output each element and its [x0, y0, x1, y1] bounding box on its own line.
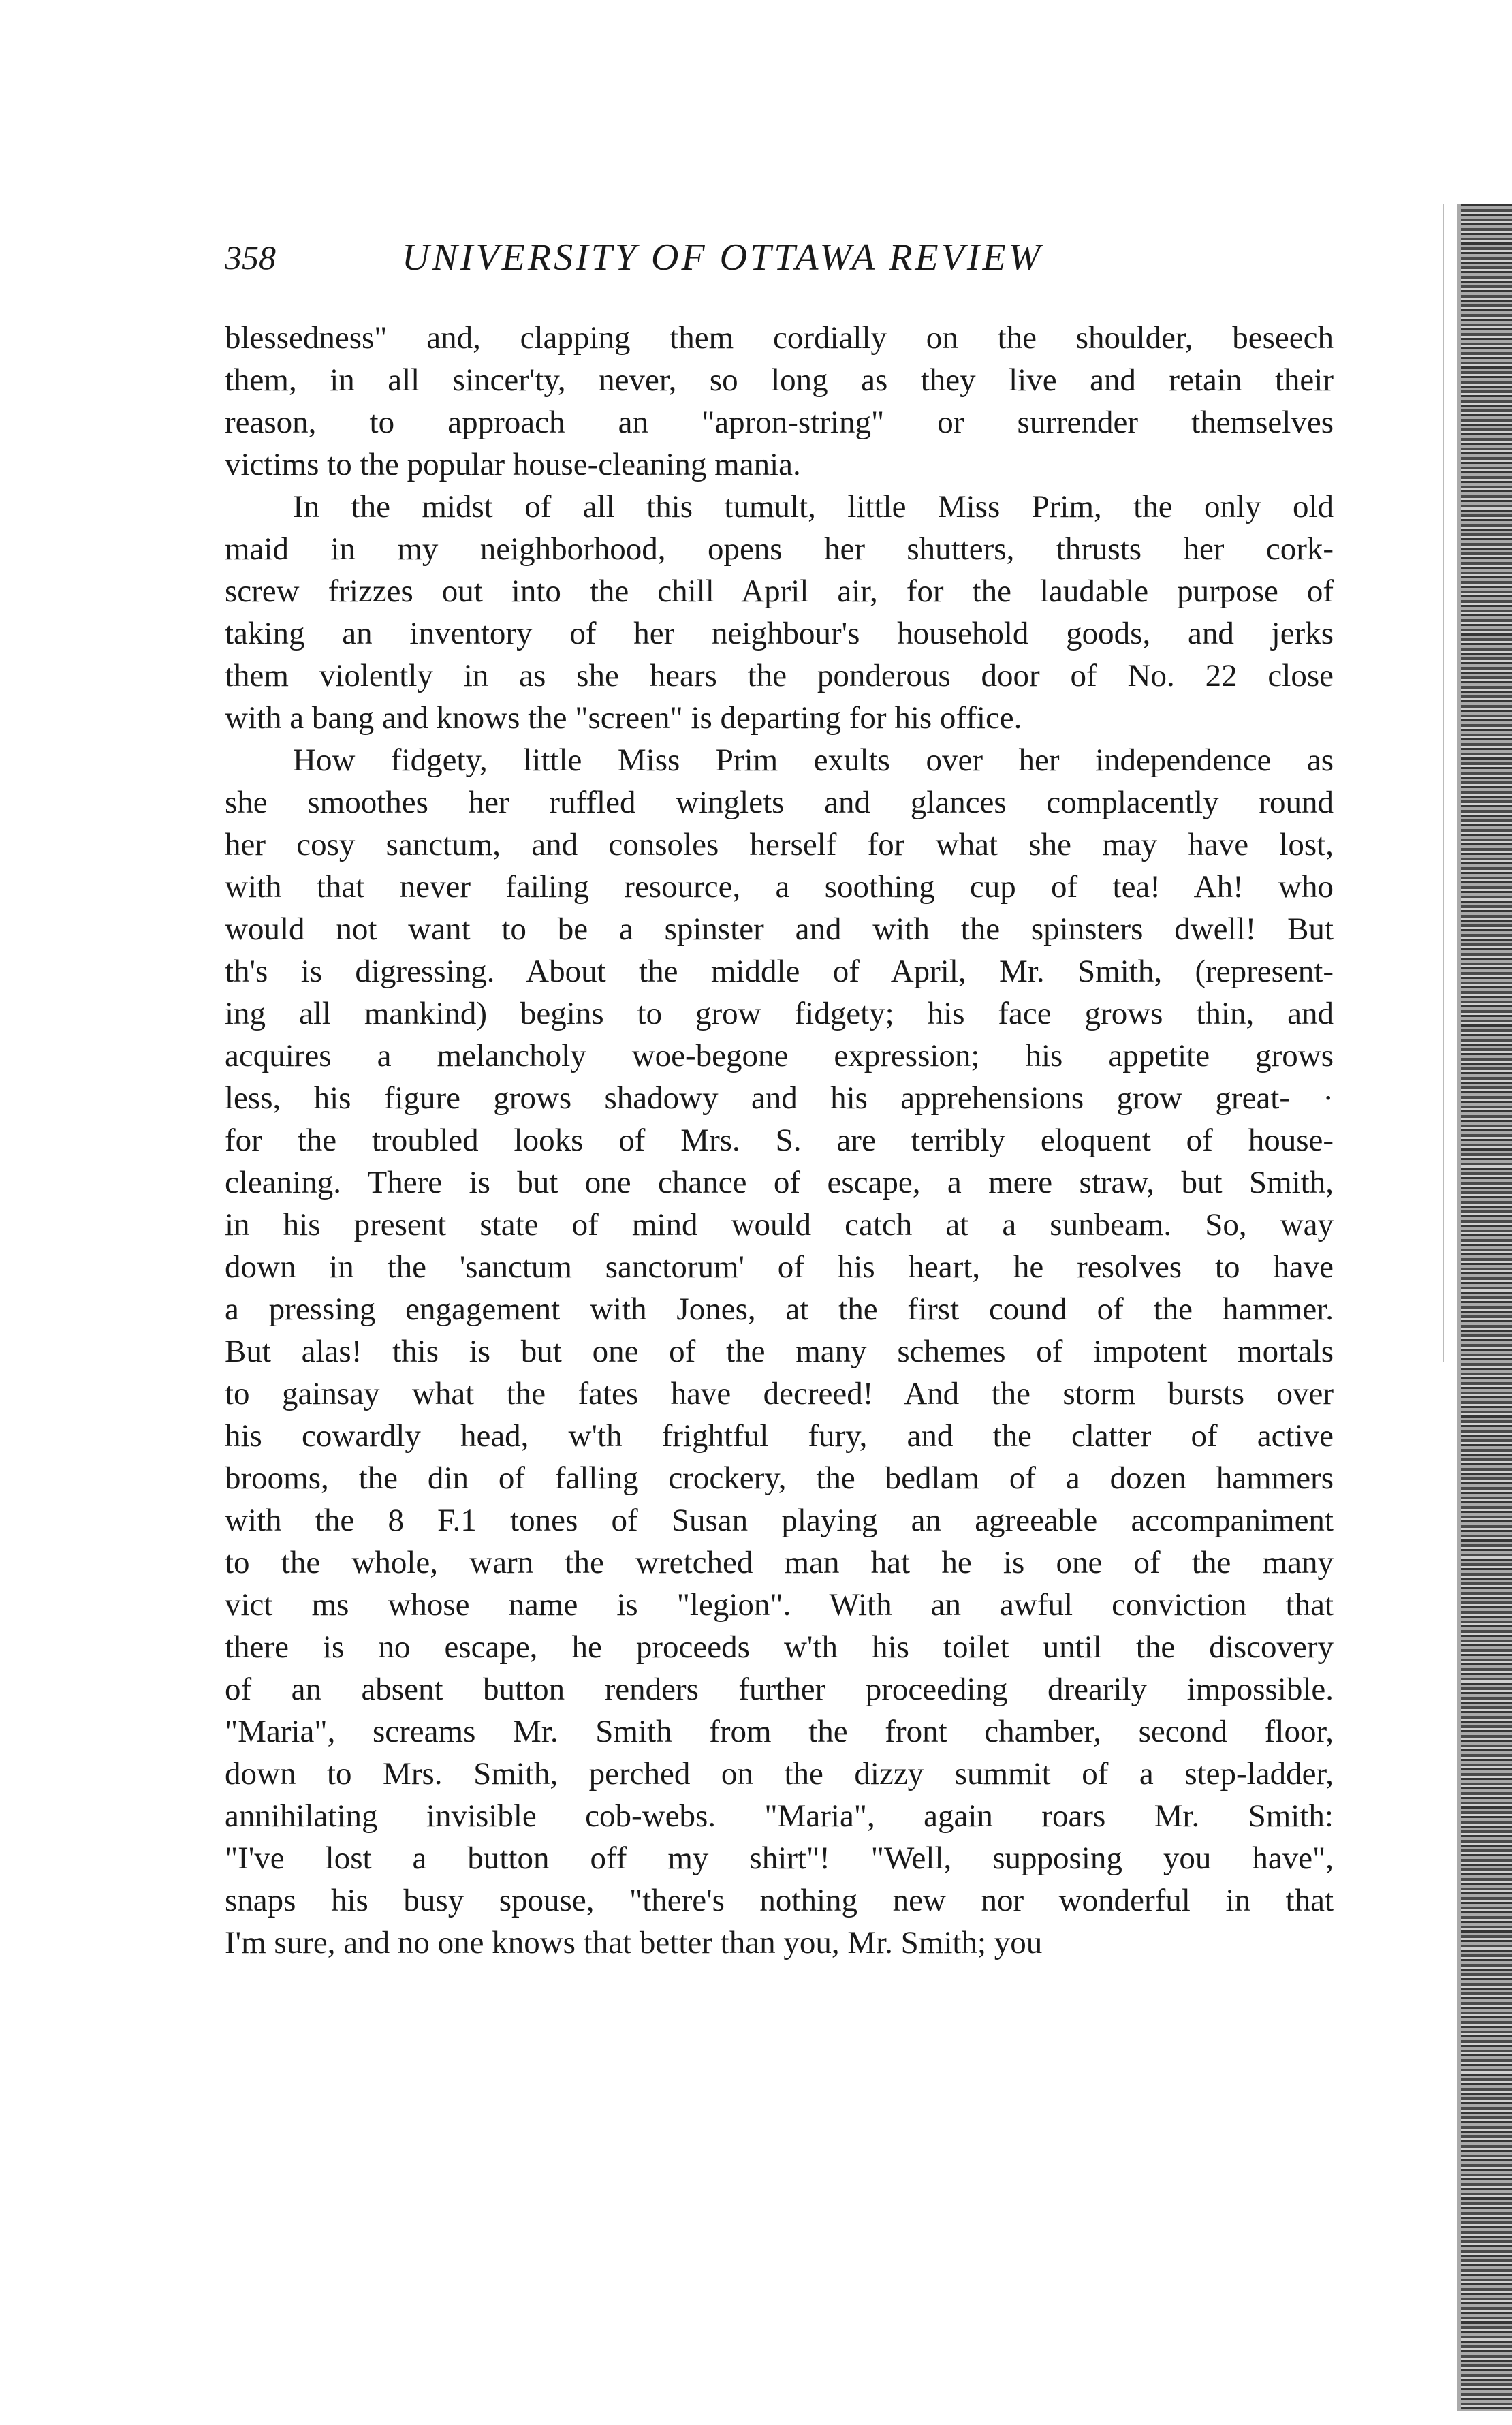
- text-line: victims to the popular house-cleaning mania.: [225, 447, 801, 482]
- text-line: to the whole, warn the wretched man hat he is one of the many: [225, 1545, 1334, 1580]
- page-number: 358: [225, 238, 276, 277]
- text-line: his cowardly head, w'th frightful fury, and the clatter of active: [225, 1418, 1334, 1454]
- text-line: of an absent button renders further proceeding drearily impossible.: [225, 1672, 1334, 1707]
- scan-binding-edge: [1461, 204, 1512, 2411]
- text-line: vict ms whose name is "legion". With an awful conviction that: [225, 1587, 1334, 1623]
- paragraph: [225, 486, 1334, 739]
- text-line: I'm sure, and no one knows that better than you, Mr. Smith; you: [225, 1925, 1043, 1960]
- text-line: snaps his busy spouse, "there's nothing new nor wonderful in that: [225, 1883, 1334, 1918]
- text-line: blessedness" and, clapping them cordially on the shoulder, beseech: [225, 320, 1334, 356]
- text-line: But alas! this is but one of the many schemes of impotent mortals: [225, 1334, 1334, 1369]
- text-line: maid in my neighborhood, opens her shutters, thrusts her cork-: [225, 531, 1334, 567]
- text-line: "I've lost a button off my shirt"! "Well, supposing you have",: [225, 1841, 1334, 1876]
- text-line: would not want to be a spinster and with the spinsters dwell! But: [225, 911, 1334, 947]
- text-line: in his present state of mind would catch at a sunbeam. So, way: [225, 1207, 1334, 1242]
- text-line: them, in all sincer'ty, never, so long as they live and retain their: [225, 362, 1334, 398]
- text-line: for the troubled looks of Mrs. S. are terribly eloquent of house-: [225, 1123, 1334, 1158]
- text-line: annihilating invisible cob-webs. "Maria", again roars Mr. Smith:: [225, 1798, 1334, 1834]
- text-line: with the 8 F.1 tones of Susan playing an agreeable accompaniment: [225, 1503, 1334, 1538]
- text-line: In the midst of all this tumult, little Miss Prim, the only old: [293, 489, 1334, 525]
- text-line: brooms, the din of falling crockery, the bedlam of a dozen hammers: [225, 1460, 1334, 1496]
- text-line: screw frizzes out into the chill April air, for the laudable purpose of: [225, 574, 1334, 609]
- text-line: down in the 'sanctum sanctorum' of his heart, he resolves to have: [225, 1249, 1334, 1285]
- text-line: her cosy sanctum, and consoles herself for what she may have lost,: [225, 827, 1334, 862]
- text-line: taking an inventory of her neighbour's household goods, and jerks: [225, 616, 1334, 651]
- text-line: down to Mrs. Smith, perched on the dizzy summit of a step-ladder,: [225, 1756, 1334, 1792]
- paragraph: [225, 317, 1334, 486]
- text-line: she smoothes her ruffled winglets and glances complacently round: [225, 785, 1334, 820]
- text-line: a pressing engagement with Jones, at the first cound of the hammer.: [225, 1292, 1334, 1327]
- article-body: [225, 317, 1334, 1964]
- text-line: with that never failing resource, a soothing cup of tea! Ah! who: [225, 869, 1334, 905]
- text-line: ing all mankind) begins to grow fidgety; his face grows thin, and: [225, 996, 1334, 1031]
- paragraph: [225, 739, 1334, 1964]
- text-line: acquires a melancholy woe-begone expression; his appetite grows: [225, 1038, 1334, 1074]
- text-line: How fidgety, little Miss Prim exults over her independence as: [293, 742, 1334, 778]
- text-line: with a bang and knows the "screen" is departing for his office.: [225, 700, 1022, 736]
- page-header: [225, 230, 1355, 285]
- text-line: cleaning. There is but one chance of escape, a mere straw, but Smith,: [225, 1165, 1334, 1200]
- text-line: th's is digressing. About the middle of April, Mr. Smith, (represent-: [225, 954, 1334, 989]
- page-edge-rule: [1443, 204, 1444, 1362]
- text-line: less, his figure grows shadowy and his apprehensions grow great- ·: [225, 1080, 1334, 1116]
- text-line: there is no escape, he proceeds w'th his toilet until the discovery: [225, 1629, 1334, 1665]
- text-line: "Maria", screams Mr. Smith from the front chamber, second floor,: [225, 1714, 1334, 1749]
- text-line: them violently in as she hears the ponderous door of No. 22 close: [225, 658, 1334, 693]
- text-line: to gainsay what the fates have decreed! And the storm bursts over: [225, 1376, 1334, 1411]
- running-head: UNIVERSITY OF OTTAWA REVIEW: [402, 236, 1043, 279]
- text-line: reason, to approach an "apron-string" or surrender themselves: [225, 405, 1334, 440]
